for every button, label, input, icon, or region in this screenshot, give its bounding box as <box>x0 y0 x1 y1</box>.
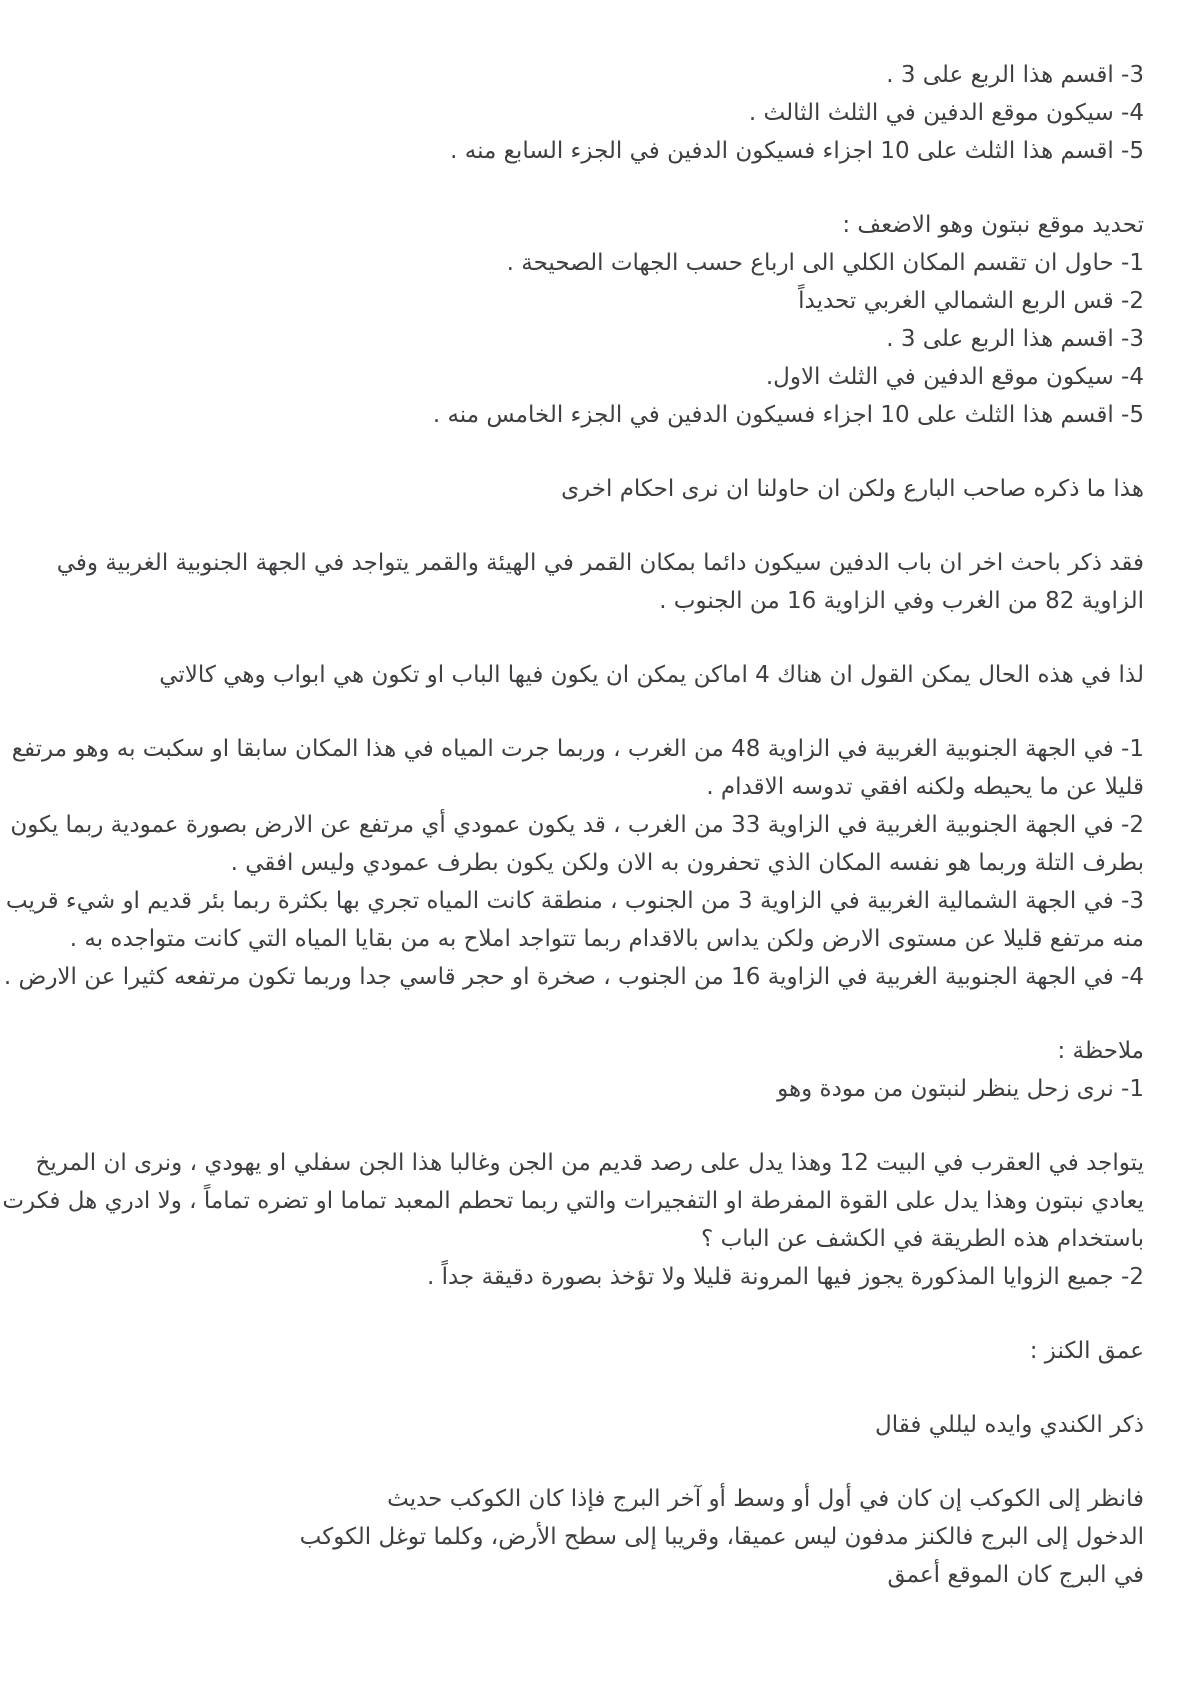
text-line: يتواجد في العقرب في البيت 12 وهذا يدل على رصد قديم من الجن وغالبا هذا الجن سفلي او يهودي ، ونرى ان المريخ <box>35 1150 1144 1176</box>
text-line: فانظر إلى الكوكب إن كان في أول أو وسط أو آخر البرج فإذا كان الكوكب حديث <box>387 1486 1144 1512</box>
text-line: 3- اقسم هذا الربع على 3 . <box>886 62 1144 88</box>
text-line: فقد ذكر باحث اخر ان باب الدفين سيكون دائما بمكان القمر في الهيئة والقمر يتواجد في الجهة الجنوبية الغربية وفي <box>56 550 1144 576</box>
paragraph <box>64 56 1144 170</box>
text-line: ملاحظة : <box>1057 1038 1144 1064</box>
text-line: 4- سيكون موقع الدفين في الثلث الثالث . <box>748 100 1144 126</box>
text-line: 4- سيكون موقع الدفين في الثلث الاول. <box>765 364 1144 390</box>
text-line: 1- في الجهة الجنوبية الغربية في الزاوية 48 من الغرب ، وربما جرت المياه في هذا المكان سابقا او سكبت به وهو مرتفع <box>11 736 1144 762</box>
text-line: هذا ما ذكره صاحب البارع ولكن ان حاولنا ان نرى احكام اخرى <box>561 476 1144 502</box>
text-line: الدخول إلى البرج فالكنز مدفون ليس عميقا، وقريبا إلى سطح الأرض، وكلما توغل الكوكب <box>299 1524 1144 1550</box>
text-line: قليلا عن ما يحيطه ولكنه افقي تدوسه الاقدام . <box>706 774 1144 800</box>
paragraph <box>64 1332 1144 1370</box>
text-line: 5- اقسم هذا الثلث على 10 اجزاء فسيكون الدفين في الجزء الخامس منه . <box>432 402 1144 428</box>
paragraph <box>64 470 1144 508</box>
text-line: منه مرتفع قليلا عن مستوى الارض ولكن يداس بالاقدام ربما تتواجد املاح به من بقايا المياه التي كانت متواجده به . <box>69 926 1144 952</box>
paragraph <box>64 1406 1144 1444</box>
text-line: باستخدام هذه الطريقة في الكشف عن الباب ؟ <box>701 1226 1144 1252</box>
text-line: 1- نرى زحل ينظر لنبتون من مودة وهو <box>777 1076 1144 1102</box>
paragraph <box>64 1032 1144 1108</box>
paragraph <box>2 1144 1144 1296</box>
text-line: ذكر الكندي وايده ليللي فقال <box>875 1412 1144 1438</box>
text-line: في البرج كان الموقع أعمق <box>887 1562 1144 1588</box>
paragraph <box>64 206 1144 434</box>
paragraph <box>64 656 1144 694</box>
text-line: 2- قس الربع الشمالي الغربي تحديداً <box>798 288 1144 314</box>
text-line: لذا في هذه الحال يمكن القول ان هناك 4 اماكن يمكن ان يكون فيها الباب او تكون هي ابواب وهي كالاتي <box>159 662 1144 688</box>
text-line: الزاوية 82 من الغرب وفي الزاوية 16 من الجنوب . <box>659 588 1144 614</box>
text-line: بطرف التلة وربما هو نفسه المكان الذي تحفرون به الان ولكن يكون بطرف عمودي وليس افقي . <box>230 850 1144 876</box>
text-line: 1- حاول ان تقسم المكان الكلي الى ارباع حسب الجهات الصحيحة . <box>506 250 1144 276</box>
text-line: 2- في الجهة الجنوبية الغربية في الزاوية 33 من الغرب ، قد يكون عمودي أي مرتفع عن الارض بصورة عمودية ربما يكون <box>10 812 1144 838</box>
text-line: 3- في الجهة الشمالية الغربية في الزاوية 3 من الجنوب ، منطقة كانت المياه تجري بها بكثرة ربما بئر قديم او شيء قريب <box>5 888 1144 914</box>
text-line: يعادي نبتون وهذا يدل على القوة المفرطة او التفجيرات والتي ربما تحطم المعبد تماما او تضره تماماً ، ولا ادري هل فكرت <box>2 1188 1144 1214</box>
text-line: تحديد موقع نبتون وهو الاضعف : <box>842 212 1144 238</box>
text-line: 5- اقسم هذا الثلث على 10 اجزاء فسيكون الدفين في الجزء السابع منه . <box>450 138 1144 164</box>
text-line: عمق الكنز : <box>1029 1338 1144 1364</box>
paragraph <box>3 730 1144 996</box>
text-line: 3- اقسم هذا الربع على 3 . <box>886 326 1144 352</box>
text-line: 4- في الجهة الجنوبية الغربية في الزاوية 16 من الجنوب ، صخرة او حجر قاسي جدا وربما تكون مرتفعه كثيرا عن الارض . <box>3 964 1144 990</box>
paragraph <box>56 544 1144 620</box>
text-line: 2- جميع الزوايا المذكورة يجوز فيها المرونة قليلا ولا تؤخذ بصورة دقيقة جداً . <box>426 1264 1144 1290</box>
document-body <box>2 56 1144 1594</box>
paragraph <box>64 1480 1144 1594</box>
